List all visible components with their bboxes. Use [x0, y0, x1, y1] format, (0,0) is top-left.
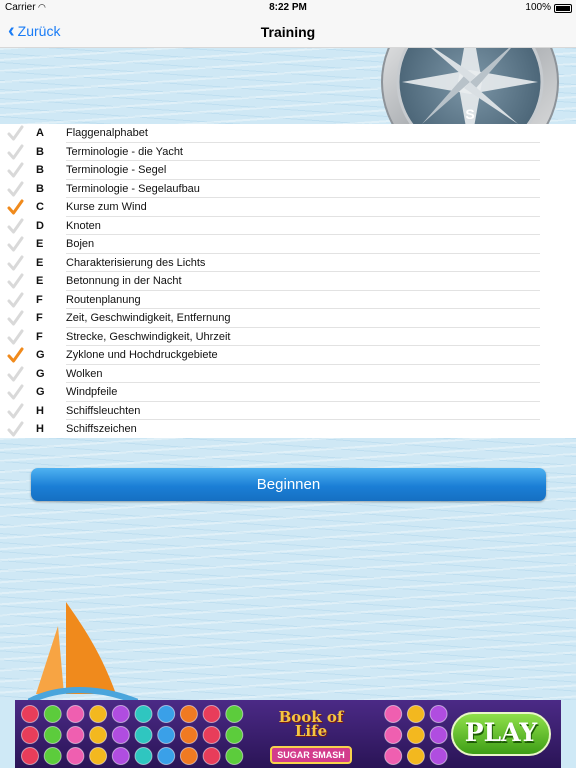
candy-gem [135, 748, 152, 765]
battery-percent: 100% [525, 2, 551, 13]
checkmark-icon[interactable] [7, 384, 24, 401]
checkmark-icon[interactable] [7, 347, 24, 364]
checkmark-icon[interactable] [7, 218, 24, 235]
checkmark-icon[interactable] [7, 292, 24, 309]
topic-letter: D [36, 219, 44, 232]
back-label: Zurück [17, 23, 61, 39]
topic-name: Schiffsleuchten [66, 404, 141, 417]
topic-letter: E [36, 238, 44, 250]
ad-logo [261, 704, 361, 762]
ad-play-button[interactable]: PLAY [451, 712, 551, 756]
checkmark-icon[interactable] [7, 199, 24, 216]
ad-logo-subtitle: SUGAR SMASH [270, 746, 352, 764]
candy-gem [22, 706, 39, 723]
checkmark-icon[interactable] [7, 144, 24, 161]
list-item[interactable] [0, 217, 576, 236]
topic-letter: E [36, 275, 44, 287]
status-time: 8:22 PM [269, 2, 307, 13]
topic-letter: B [36, 145, 44, 158]
header-banner [0, 48, 576, 124]
topic-letter: F [36, 293, 43, 306]
candy-gem [44, 727, 61, 744]
candy-gem [180, 706, 197, 723]
list-item[interactable] [0, 235, 576, 254]
candy-gem [22, 727, 39, 744]
checkmark-icon[interactable] [7, 255, 24, 272]
candy-gem [385, 706, 402, 723]
candy-gem [158, 748, 175, 765]
topic-name: Terminologie - die Yacht [66, 145, 183, 158]
topic-name: Flaggenalphabet [66, 127, 148, 139]
list-item[interactable] [0, 402, 576, 421]
list-item[interactable] [0, 272, 576, 291]
topic-name: Kurse zum Wind [66, 201, 147, 213]
list-item[interactable] [0, 383, 576, 402]
topic-name: Terminologie - Segel [66, 164, 167, 176]
checkmark-icon[interactable] [7, 236, 24, 253]
candy-gem [203, 727, 220, 744]
navigation-bar [0, 16, 576, 48]
topic-letter: H [36, 404, 44, 417]
topic-letter: A [36, 127, 44, 139]
ad-logo-title: Book of Life [278, 708, 344, 740]
list-item[interactable] [0, 180, 576, 199]
candy-gem [44, 748, 61, 765]
compass-icon [350, 48, 576, 124]
candy-gem [407, 706, 424, 723]
topic-name: Windpfeile [66, 386, 118, 398]
topic-name: Zyklone und Hochdruckgebiete [66, 349, 218, 361]
wifi-icon: ◠ [38, 2, 46, 12]
topic-name: Wolken [66, 367, 103, 380]
topic-name: Charakterisierung des Lichts [66, 256, 206, 269]
list-item[interactable] [0, 365, 576, 384]
candy-gem [90, 706, 107, 723]
candy-gem [67, 748, 84, 765]
checkmark-icon[interactable] [7, 421, 24, 438]
candy-gem [430, 748, 447, 765]
candy-gem [90, 727, 107, 744]
checkmark-icon[interactable] [7, 329, 24, 346]
list-item[interactable] [0, 198, 576, 217]
list-item[interactable] [0, 346, 576, 365]
candy-gem [44, 706, 61, 723]
list-item[interactable] [0, 143, 576, 162]
candy-gem [90, 748, 107, 765]
topic-letter: G [36, 367, 45, 380]
checkmark-icon[interactable] [7, 162, 24, 179]
topic-name: Betonnung in der Nacht [66, 275, 182, 287]
checkmark-icon[interactable] [7, 125, 24, 142]
topic-letter: C [36, 201, 44, 213]
checkmark-icon[interactable] [7, 366, 24, 383]
checkmark-icon[interactable] [7, 403, 24, 420]
topic-letter: B [36, 164, 44, 176]
topic-name: Terminologie - Segelaufbau [66, 182, 200, 195]
list-item[interactable] [0, 420, 576, 439]
topic-list [0, 124, 576, 438]
checkmark-icon[interactable] [7, 310, 24, 327]
candy-gem [135, 706, 152, 723]
topic-letter: B [36, 182, 44, 195]
topic-letter: G [36, 349, 45, 361]
battery-icon [554, 4, 572, 13]
list-item[interactable] [0, 309, 576, 328]
list-item[interactable] [0, 124, 576, 143]
topic-name: Bojen [66, 238, 95, 250]
candy-gem [158, 706, 175, 723]
candy-gem [135, 727, 152, 744]
chevron-left-icon: ‹ [8, 20, 15, 42]
list-item[interactable] [0, 254, 576, 273]
candy-gem [407, 748, 424, 765]
list-item[interactable] [0, 161, 576, 180]
candy-gem [385, 727, 402, 744]
candy-gem [67, 727, 84, 744]
candy-gem [430, 727, 447, 744]
candy-gem [112, 706, 129, 723]
page-title: Training [260, 24, 316, 40]
topic-name: Schiffszeichen [66, 423, 137, 435]
topic-name: Zeit, Geschwindigkeit, Entfernung [66, 312, 231, 324]
topic-letter: E [36, 256, 44, 269]
carrier-label: Carrier [5, 2, 36, 13]
candy-gem [226, 727, 243, 744]
compass-label: S [465, 106, 475, 122]
list-item[interactable] [0, 291, 576, 310]
topic-letter: H [36, 423, 44, 435]
topic-name: Strecke, Geschwindigkeit, Uhrzeit [66, 330, 231, 343]
topic-letter: F [36, 330, 43, 343]
candy-gem [226, 748, 243, 765]
topic-name: Knoten [66, 219, 101, 232]
candy-gem [180, 727, 197, 744]
status-bar [0, 0, 576, 16]
candy-gem [407, 727, 424, 744]
candy-gem [226, 706, 243, 723]
candy-gem [22, 748, 39, 765]
candy-gem [112, 727, 129, 744]
start-button[interactable]: Beginnen [31, 468, 546, 501]
content-background [0, 438, 576, 700]
topic-letter: G [36, 386, 45, 398]
checkmark-icon[interactable] [7, 181, 24, 198]
candy-gem [67, 706, 84, 723]
candy-gem [180, 748, 197, 765]
candy-gem [203, 748, 220, 765]
topic-letter: F [36, 312, 43, 324]
sailboat-icon [28, 598, 138, 700]
ad-banner[interactable] [15, 700, 561, 768]
candy-gem [430, 706, 447, 723]
candy-gem [112, 748, 129, 765]
list-item[interactable] [0, 328, 576, 347]
candy-gem [203, 706, 220, 723]
topic-name: Routenplanung [66, 293, 141, 306]
checkmark-icon[interactable] [7, 273, 24, 290]
candy-gem [385, 748, 402, 765]
candy-gem [158, 727, 175, 744]
